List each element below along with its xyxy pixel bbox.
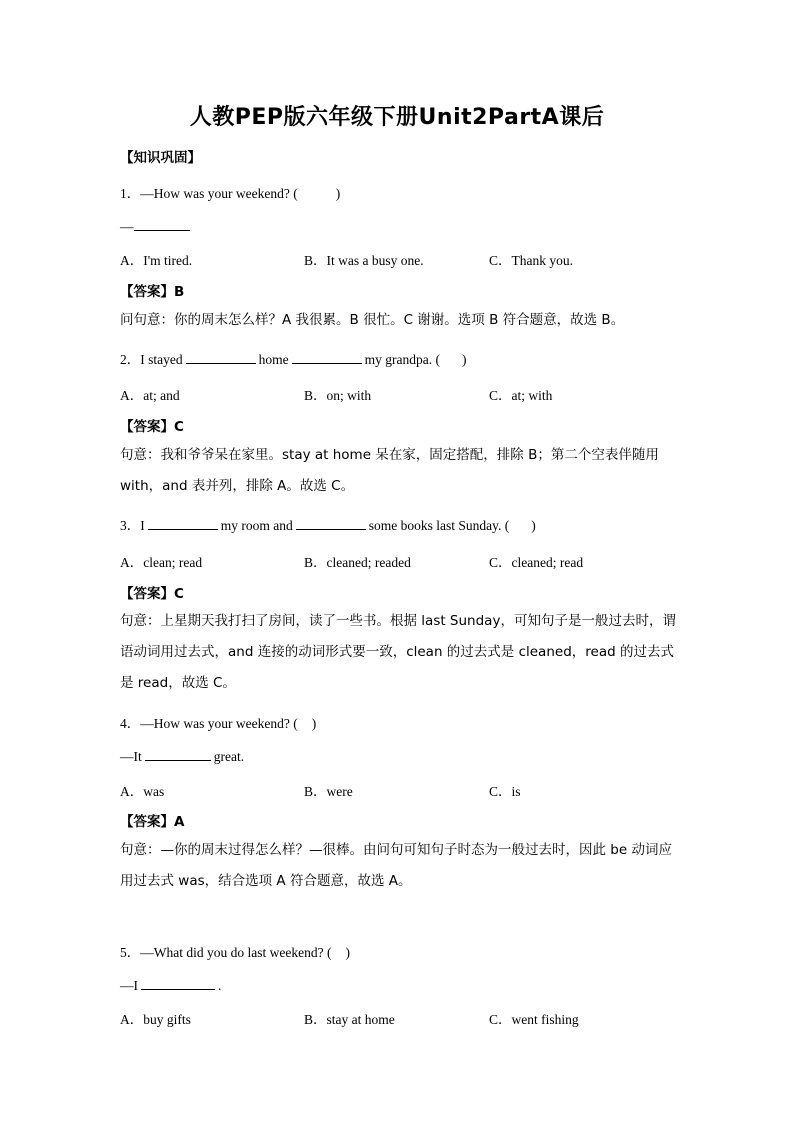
q1-reply-dash: —	[120, 219, 134, 234]
q2-answer: 【答案】C	[120, 419, 184, 435]
answer-blank[interactable]	[148, 517, 218, 530]
q4-explanation: 句意：—你的周末过得怎么样？—很棒。由问句可知句子时态为一般过去时，因此 be 动词应用过去式 was，结合选项 A 符合题意，故选 A。	[120, 842, 672, 889]
q3-option-b[interactable]: B．cleaned; readed	[304, 555, 411, 570]
q4-option-c[interactable]: C．is	[489, 784, 521, 799]
question-5-reply	[120, 977, 221, 994]
question-1-reply	[120, 218, 193, 235]
q5-option-a[interactable]: A．buy gifts	[120, 1012, 191, 1027]
q2-option-c[interactable]: C．at; with	[489, 388, 553, 403]
q1-explanation: 问句意：你的周末怎么样？A 我很累。B 很忙。C 谢谢。选项 B 符合题意，故选 B。	[120, 312, 625, 328]
q5-option-c[interactable]: C．went fishing	[489, 1012, 579, 1027]
q3-explanation: 句意：上星期天我打扫了房间，读了一些书。根据 last Sunday，可知句子是一般过去时，谓语动词用过去式，and 连接的动词形式要一致，clean 的过去式是 cleaned，read 的过去式是 read，故选 C。	[120, 613, 676, 691]
q1-stem-close: )	[335, 186, 341, 201]
q2-stem-end: my grandpa. (	[364, 352, 440, 367]
q2-stem-close: )	[461, 352, 467, 367]
answer-blank[interactable]	[134, 218, 190, 231]
q5-stem-text: 5．—What did you do last weekend? (	[120, 945, 332, 960]
answer-blank[interactable]	[296, 517, 366, 530]
q2-stem-text: 2．I stayed	[120, 352, 183, 367]
question-4-stem	[120, 712, 316, 732]
q1-stem-text: 1．—How was your weekend? (	[120, 186, 298, 201]
q3-answer: 【答案】C	[120, 586, 184, 602]
section-heading: 【知识巩固】	[120, 150, 201, 166]
question-4-reply	[120, 748, 244, 765]
q4-answer: 【答案】A	[120, 814, 185, 830]
q4-reply-end: great.	[213, 749, 245, 764]
q4-stem-close: )	[311, 716, 317, 731]
q2-explanation: 句意：我和爷爷呆在家里。stay at home 呆在家，固定搭配，排除 B；第二个空表伴随用 with，and 表并列，排除 A。故选 C。	[120, 447, 659, 494]
question-2-stem	[120, 348, 466, 368]
q1-option-c[interactable]: C．Thank you.	[489, 253, 573, 268]
question-1-stem	[120, 182, 340, 202]
q1-answer: 【答案】B	[120, 284, 185, 300]
page-title: 人教PEP版六年级下册Unit2PartA课后	[189, 105, 605, 130]
q4-reply-start: —It	[120, 749, 142, 764]
q5-option-b[interactable]: B．stay at home	[304, 1012, 395, 1027]
q5-stem-close: )	[345, 945, 350, 960]
question-3-stem	[120, 514, 536, 534]
q2-option-b[interactable]: B．on; with	[304, 388, 372, 403]
q3-stem-text: 3．I	[120, 518, 145, 533]
q2-option-a[interactable]: A．at; and	[120, 388, 180, 403]
q3-stem-close: )	[531, 518, 536, 533]
q5-reply-start: —I	[120, 978, 138, 993]
answer-blank[interactable]	[292, 351, 362, 364]
answer-blank[interactable]	[186, 351, 256, 364]
q5-reply-end: .	[218, 978, 222, 993]
q3-option-a[interactable]: A．clean; read	[120, 555, 203, 570]
q1-option-a[interactable]: A．I'm tired.	[120, 253, 193, 268]
q3-stem-mid: my room and	[220, 518, 293, 533]
q4-stem-text: 4．—How was your weekend? (	[120, 716, 298, 731]
q2-stem-mid: home	[258, 352, 289, 367]
q3-stem-end: some books last Sunday. (	[368, 518, 510, 533]
q4-option-a[interactable]: A．was	[120, 784, 165, 799]
q3-option-c[interactable]: C．cleaned; read	[489, 555, 584, 570]
answer-blank[interactable]	[141, 977, 215, 990]
question-5-stem	[120, 941, 350, 961]
q4-option-b[interactable]: B．were	[304, 784, 353, 799]
answer-blank[interactable]	[145, 748, 211, 761]
q1-option-b[interactable]: B．It was a busy one.	[304, 253, 424, 268]
